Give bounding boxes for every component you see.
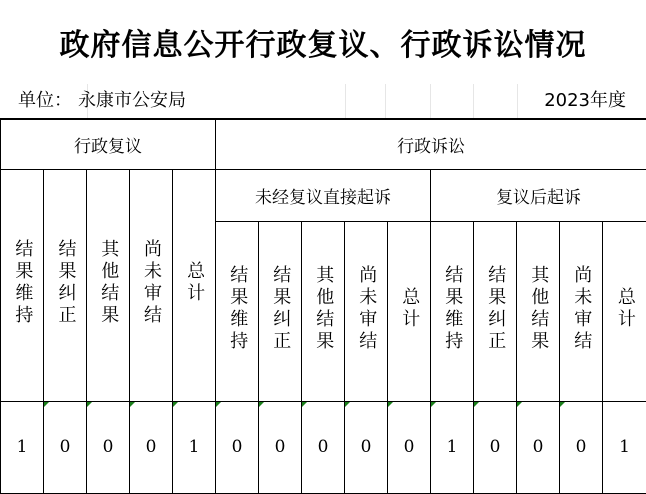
grid-line — [430, 84, 431, 118]
col-header: 总计 — [613, 287, 636, 331]
col-header: 尚未审结 — [140, 239, 163, 327]
value-cell: 0 — [517, 401, 560, 493]
value-cell: 1 — [173, 401, 216, 493]
col-header: 尚未审结 — [570, 265, 593, 353]
col-header: 总计 — [398, 287, 421, 331]
review-litigation-table — [0, 118, 646, 494]
value-cell: 0 — [345, 401, 388, 493]
value-cell: 1 — [603, 401, 646, 493]
value-cell: 0 — [302, 401, 345, 493]
review-columns — [1, 170, 215, 401]
value-cell: 0 — [44, 401, 87, 493]
header-review: 行政复议 — [1, 119, 216, 169]
value-cell: 0 — [560, 401, 603, 493]
header-litigation: 行政诉讼 — [216, 119, 646, 169]
table-row — [1, 401, 646, 493]
col-header: 结果纠正 — [269, 265, 292, 353]
meta-row — [0, 84, 646, 118]
grid-line — [473, 84, 474, 118]
unit — [18, 84, 186, 118]
col-header: 总计 — [183, 261, 206, 305]
value-cell: 0 — [130, 401, 173, 493]
value-cell: 0 — [474, 401, 517, 493]
col-header: 结果维持 — [11, 239, 34, 327]
unit-value: 永康市公安局 — [78, 90, 186, 111]
unit-label: 单位： — [18, 90, 72, 111]
grid-line — [517, 84, 518, 118]
col-header: 结果维持 — [226, 265, 249, 353]
year: 2023年度 — [544, 84, 626, 118]
value-cell: 0 — [216, 401, 259, 493]
col-header: 其他结果 — [312, 265, 335, 353]
value-cell: 1 — [1, 401, 44, 493]
value-cell: 1 — [431, 401, 474, 493]
value-cell: 0 — [259, 401, 302, 493]
col-header: 结果维持 — [441, 265, 464, 353]
col-header: 其他结果 — [97, 239, 120, 327]
col-header: 其他结果 — [527, 265, 550, 353]
page-title: 政府信息公开行政复议、行政诉讼情况 — [0, 0, 646, 84]
col-header: 结果纠正 — [54, 239, 77, 327]
header-direct-suit: 未经复议直接起诉 — [216, 169, 431, 221]
col-header: 结果纠正 — [484, 265, 507, 353]
value-cell: 0 — [87, 401, 130, 493]
value-cell: 0 — [388, 401, 431, 493]
review-columns-cell — [1, 169, 216, 401]
grid-line — [345, 84, 346, 118]
grid-line — [385, 84, 386, 118]
header-after-review: 复议后起诉 — [431, 169, 646, 221]
col-header: 尚未审结 — [355, 265, 378, 353]
